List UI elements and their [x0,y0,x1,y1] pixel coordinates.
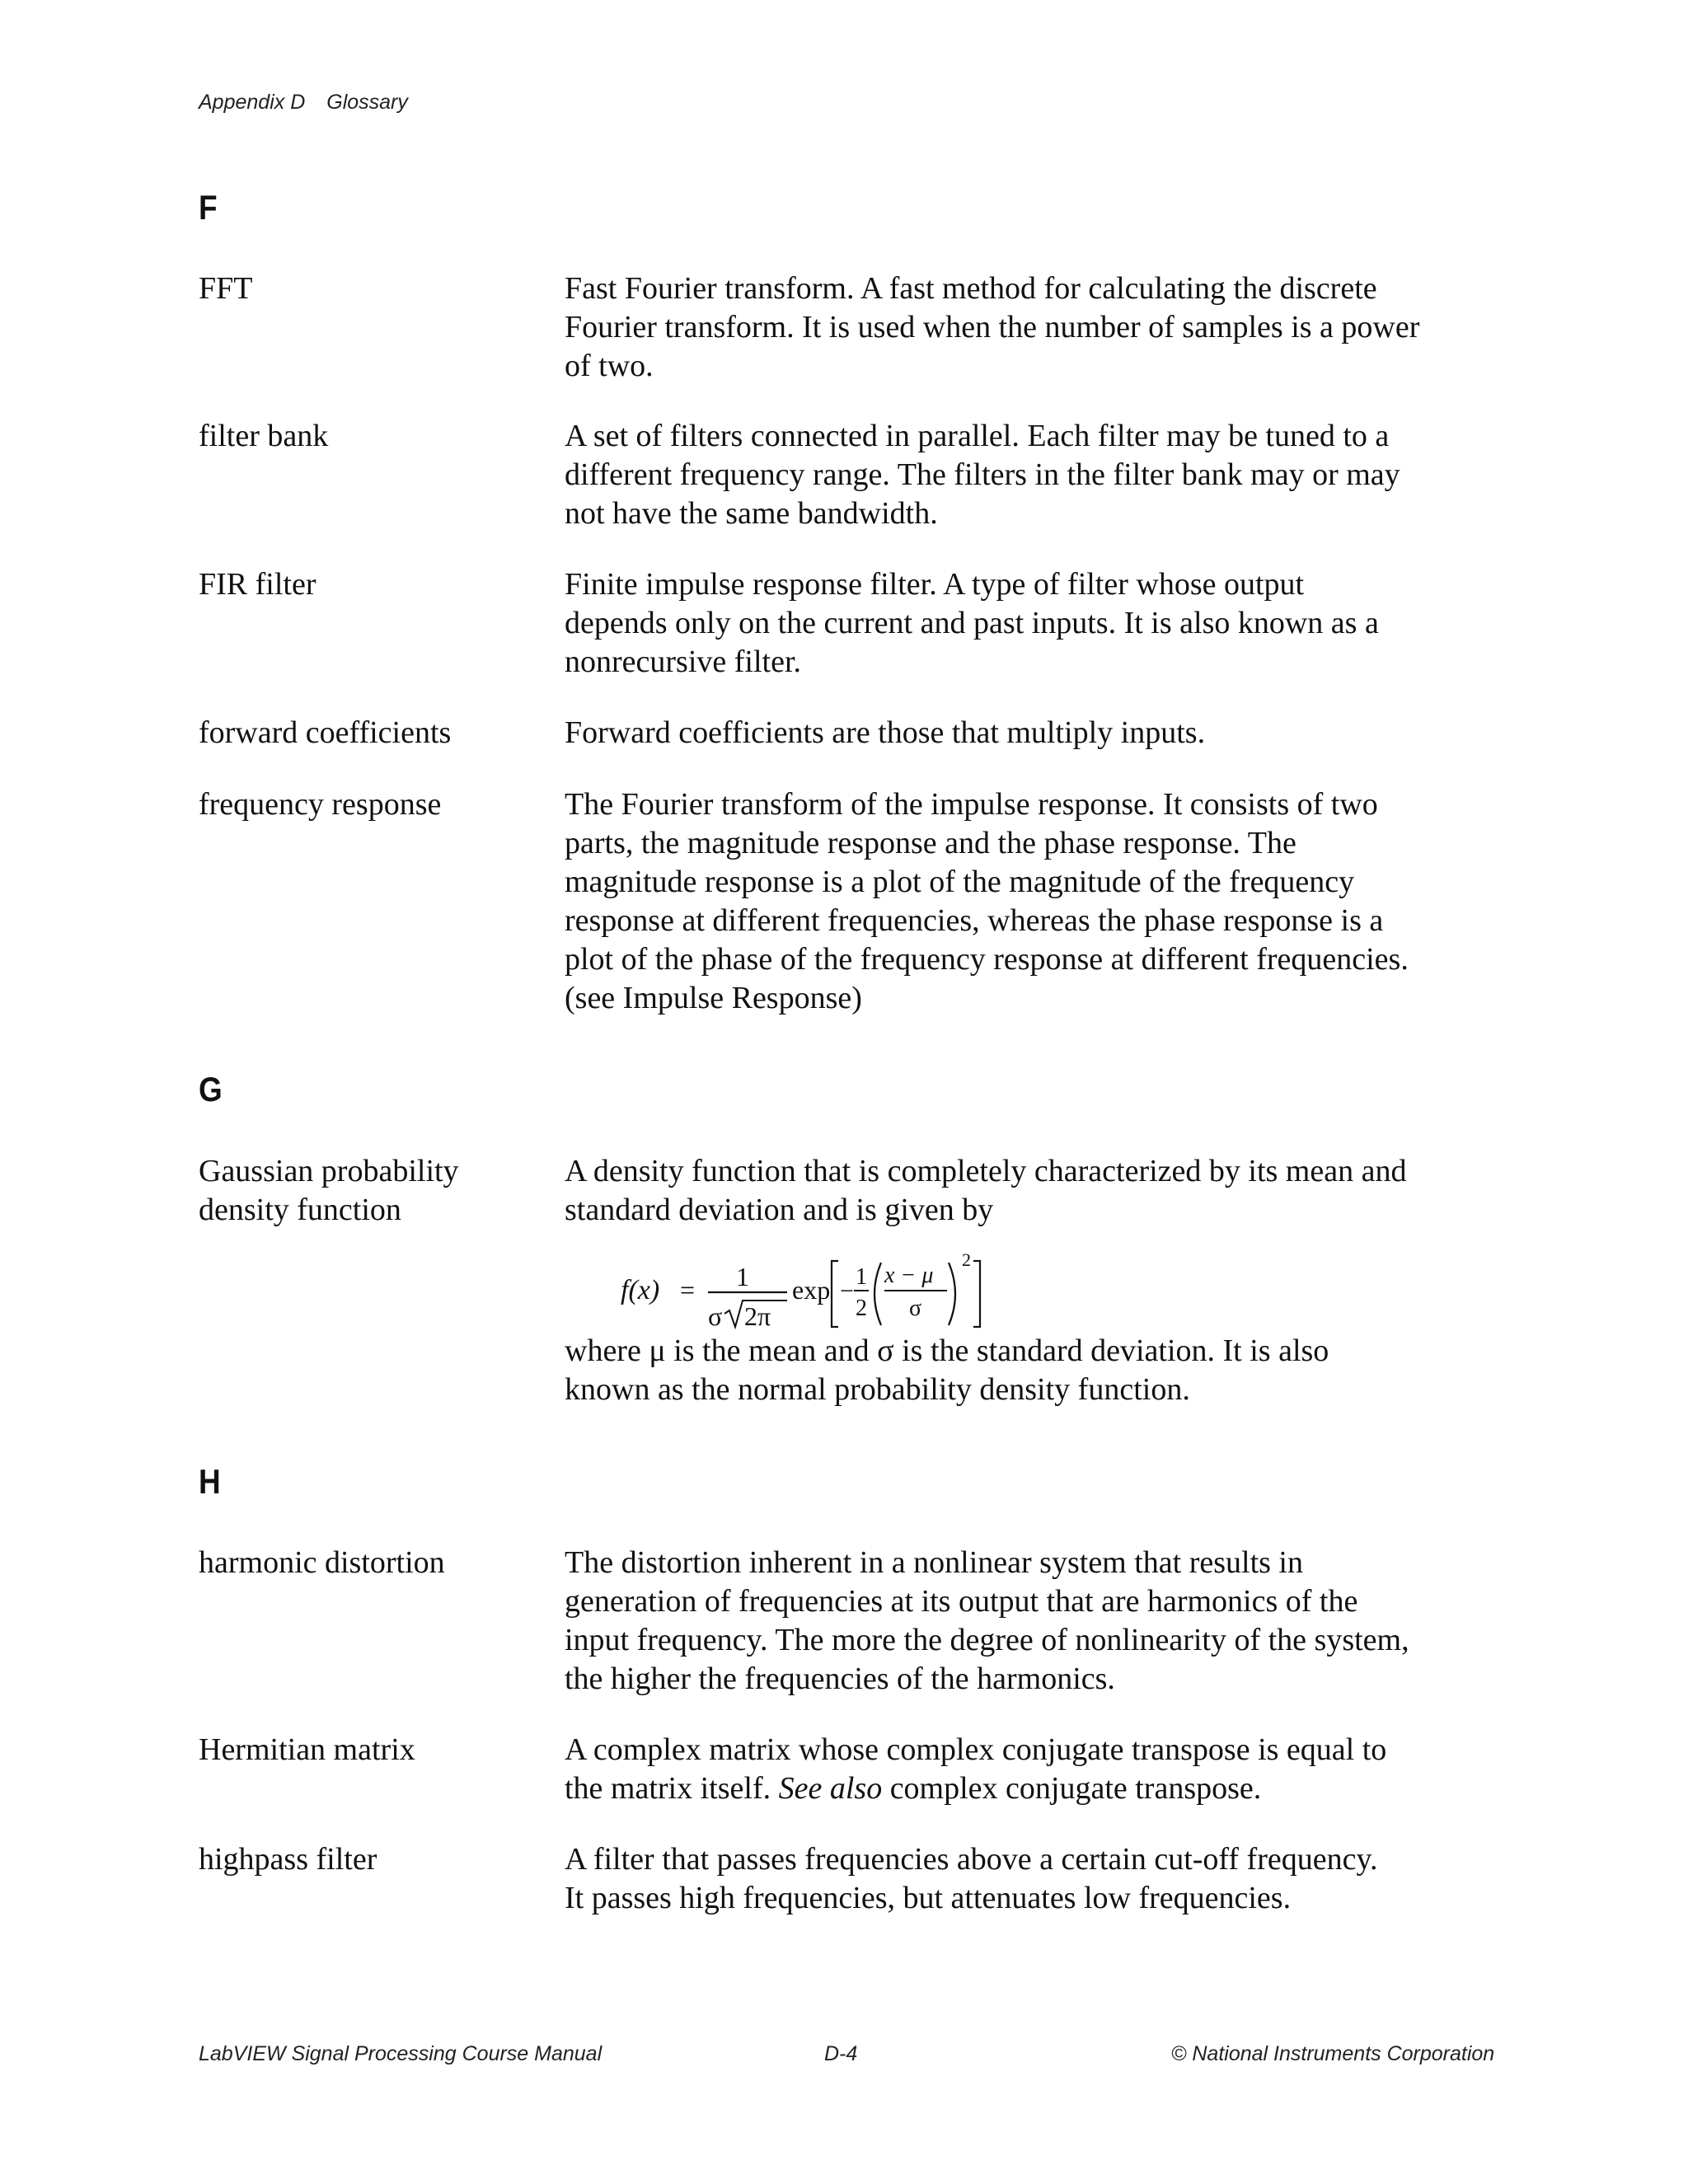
formula-half-numerator: 1 [856,1264,867,1290]
definition-line [565,1769,1688,1808]
definition-line: response at different frequencies, whereas the phase response is a [565,903,1384,938]
entry-term: FFT [199,271,253,306]
see-also-reference: See also [778,1771,883,1806]
entry-term: forward coefficients [199,715,452,750]
definition-line: Forward coefficients are those that multiply inputs. [565,715,1206,750]
left-bracket [832,1261,838,1327]
formula-half-denominator: 2 [856,1296,867,1321]
definition-line: The Fourier transform of the impulse response. It consists of two [565,787,1378,822]
definition-line: generation of frequencies at its output that are harmonics of the [565,1584,1358,1619]
entry-definition [565,1152,1688,1230]
running-head [199,91,408,115]
definition-line: It passes high frequencies, but attenuates low frequencies. [565,1881,1292,1915]
entry-term [199,1152,545,1230]
entry-term: filter bank [199,419,329,453]
right-paren [949,1263,955,1325]
footer-copyright: © National Instruments Corporation [1171,2042,1495,2065]
definition-line: parts, the magnitude response and the phase response. The [565,826,1296,860]
definition-line: input frequency. The more the degree of nonlinearity of the system, [565,1623,1409,1657]
section-letter-h: H [199,1462,221,1501]
formula-denominator-root: 2π [744,1301,771,1331]
definition-line: A density function that is completely characterized by its mean and [565,1154,1407,1188]
gaussian-definition-continued [565,1332,1688,1409]
entry-definition [565,785,1688,1018]
footer-manual-title: LabVIEW Signal Processing Course Manual [199,2042,603,2065]
entry-definition [565,714,1688,752]
entry-term: harmonic distortion [199,1545,445,1580]
definition-line: (see Impulse Response) [565,981,862,1015]
definition-text: the matrix itself. [565,1771,779,1806]
entry-definition [565,417,1688,533]
formula-power: 2 [962,1249,971,1270]
definition-line: Finite impulse response filter. A type of filter whose output [565,567,1305,602]
definition-line: depends only on the current and past inputs. It is also known as a [565,606,1379,640]
definition-line: not have the same bandwidth. [565,496,938,531]
definition-text: complex conjugate transpose. [882,1771,1262,1806]
definition-line: of two. [565,349,654,383]
term-line: Gaussian probability [199,1154,459,1188]
definition-line: different frequency range. The filters in the filter bank may or may [565,457,1400,492]
formula-denominator-sigma: σ [708,1301,723,1331]
formula-exp: exp [792,1275,831,1305]
section-letter-f: F [199,188,218,227]
section-letter-g: G [199,1070,223,1108]
term-line: density function [199,1193,401,1227]
definition-line: the higher the frequencies of the harmonics. [565,1661,1115,1696]
definition-line: standard deviation and is given by [565,1193,994,1227]
definition-line: plot of the phase of the frequency response at different frequencies. [565,942,1409,977]
entry-definition [565,1544,1688,1699]
formula-inner-numerator: x − μ [884,1263,934,1288]
definition-line: A complex matrix whose complex conjugate transpose is equal to [565,1732,1387,1767]
running-head-section: Glossary [326,91,408,114]
entry-definition [565,1840,1688,1918]
right-bracket [973,1261,980,1327]
definition-line: magnitude response is a plot of the magnitude of the frequency [565,865,1355,899]
formula-inner-denominator: σ [909,1296,922,1321]
formula-minus: − [840,1277,854,1305]
gaussian-formula [621,1244,1000,1335]
definition-line: A filter that passes frequencies above a certain cut-off frequency. [565,1842,1378,1877]
definition-line: where μ is the mean and σ is the standard deviation. It is also [565,1333,1329,1368]
definition-line: The distortion inherent in a nonlinear system that results in [565,1545,1303,1580]
running-head-appendix: Appendix D [199,91,306,114]
entry-term: frequency response [199,787,442,822]
definition-line: Fourier transform. It is used when the number of samples is a power [565,310,1420,344]
entry-definition [565,1731,1688,1808]
entry-term: highpass filter [199,1842,377,1877]
definition-line: A set of filters connected in parallel. Each filter may be tuned to a [565,419,1390,453]
definition-line: Fast Fourier transform. A fast method for calculating the discrete [565,271,1377,306]
formula-equals: = [680,1275,696,1305]
definition-line: known as the normal probability density function. [565,1372,1190,1407]
entry-term: Hermitian matrix [199,1732,415,1767]
formula-lhs: f(x) [621,1275,660,1305]
left-paren [874,1263,881,1325]
formula-numerator: 1 [736,1262,749,1291]
footer-page-number: D-4 [824,2042,858,2065]
entry-term: FIR filter [199,567,316,602]
definition-line: nonrecursive filter. [565,644,802,679]
entry-definition [565,269,1688,386]
entry-definition [565,565,1688,682]
